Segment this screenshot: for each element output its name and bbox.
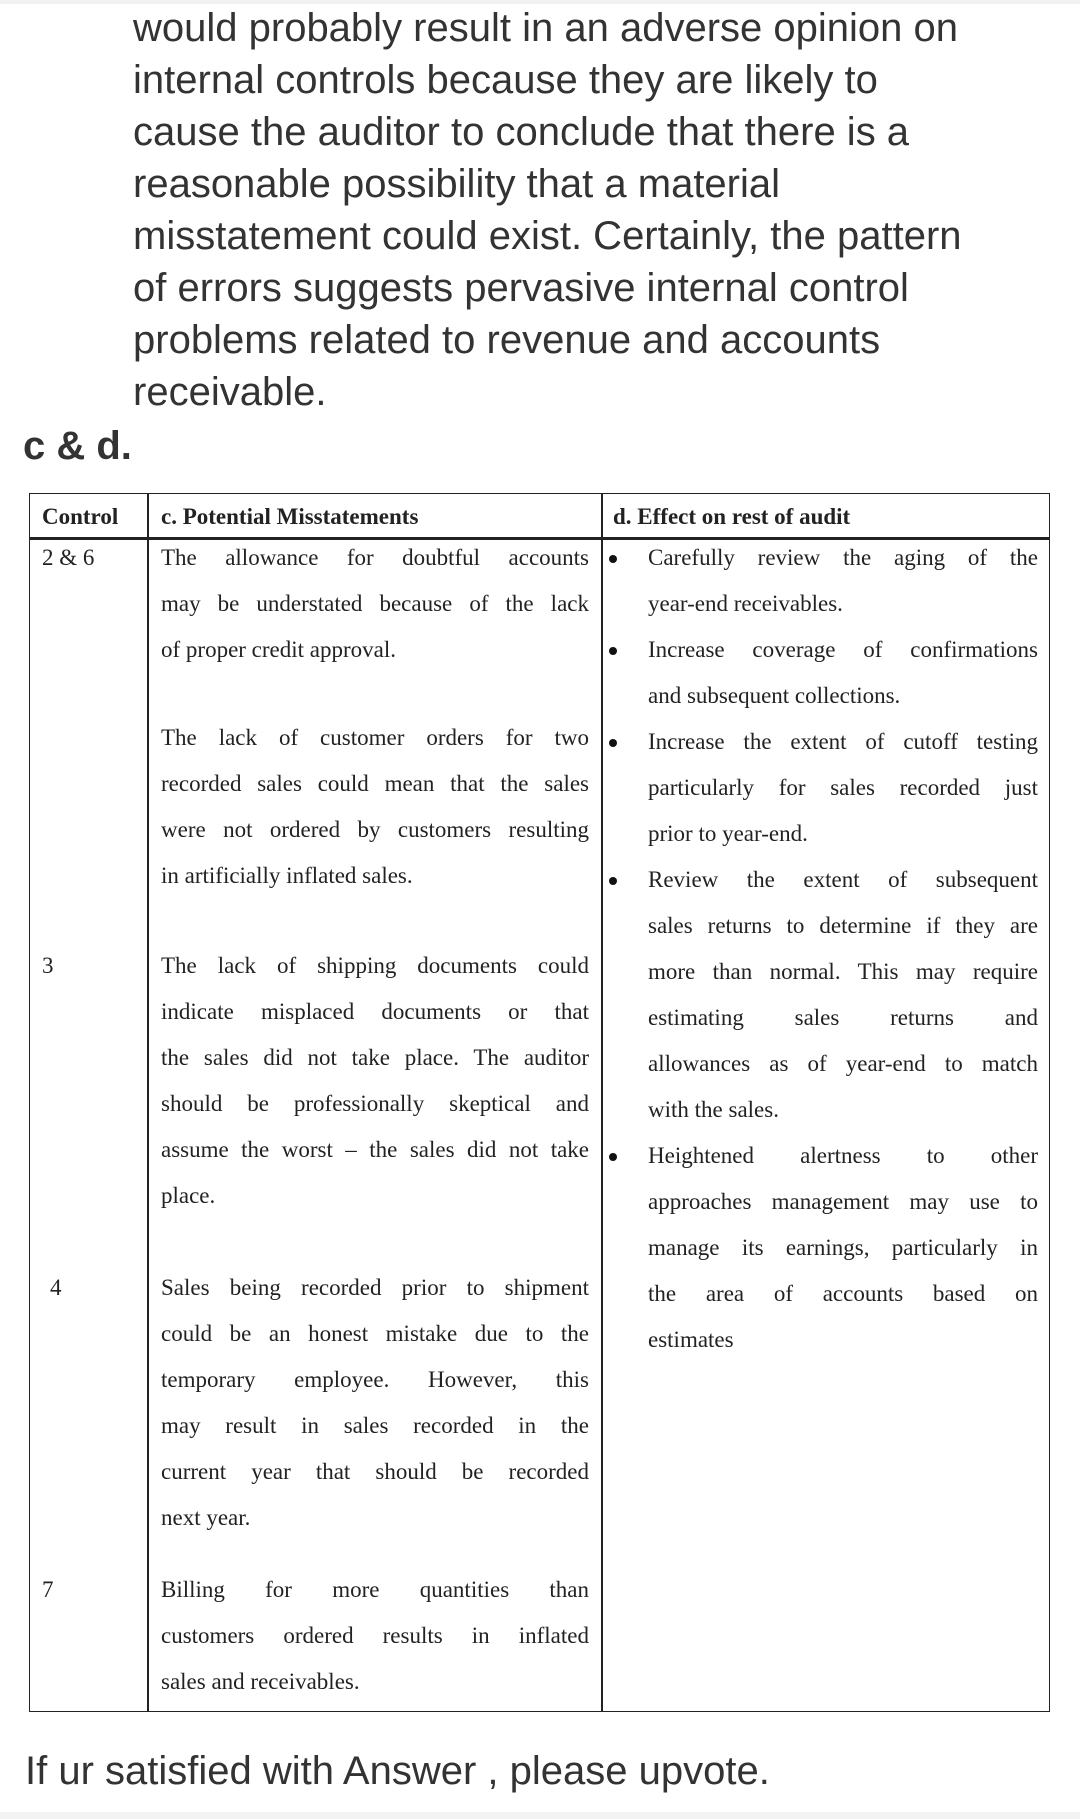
text-line: The lack of shipping documents could [161, 953, 589, 978]
text-line: Billing for more quantities than [161, 1577, 589, 1602]
text-line: Increase coverage of confirmations [648, 637, 1038, 662]
text-line: more than normal. This may require [648, 959, 1038, 984]
paragraph-line: receivable. [133, 370, 327, 414]
upvote-message: If ur satisfied with Answer , please upvote. [25, 1749, 770, 1793]
paragraph-line: problems related to revenue and accounts [133, 318, 881, 362]
control-id: 3 [42, 953, 54, 978]
text-line: the sales did not take place. The auditor [161, 1045, 589, 1070]
section-label: c & d. [23, 424, 132, 468]
paragraph-line: misstatement could exist. Certainly, the pattern [133, 214, 962, 258]
text-line: sales returns to determine if they are [648, 913, 1038, 938]
text-line: assume the worst – the sales did not take [161, 1137, 589, 1162]
text-line: next year. [161, 1505, 251, 1530]
misstatement-paragraph [161, 1265, 589, 1541]
header-misstatements: c. Potential Misstatements [161, 504, 419, 529]
misstatement-paragraph [161, 1567, 589, 1705]
text-line: in artificially inflated sales. [161, 863, 413, 888]
bullet-icon [609, 555, 617, 563]
text-line: indicate misplaced documents or that [161, 999, 589, 1024]
text-line: The allowance for doubtful accounts [161, 545, 589, 570]
paragraph-line: reasonable possibility that a material [133, 162, 781, 206]
text-line: Heightened alertness to other [648, 1143, 1038, 1168]
text-line: Increase the extent of cutoff testing [648, 729, 1038, 754]
bullet-icon [609, 877, 617, 885]
text-line: place. [161, 1183, 216, 1208]
text-line: should be professionally skeptical and [161, 1091, 589, 1116]
text-line: may be understated because of the lack [161, 591, 589, 616]
text-line: of proper credit approval. [161, 637, 397, 662]
paragraph-line: cause the auditor to conclude that there is a [133, 110, 910, 154]
column-divider-control [147, 493, 149, 1712]
text-line: Sales being recorded prior to shipment [161, 1275, 589, 1300]
control-id: 4 [50, 1275, 62, 1300]
text-line: particularly for sales recorded just [648, 775, 1038, 800]
text-line: current year that should be recorded [161, 1459, 589, 1484]
text-line: estimating sales returns and [648, 1005, 1038, 1030]
text-line: recorded sales could mean that the sales [161, 771, 589, 796]
text-line: sales and receivables. [161, 1669, 360, 1694]
paragraph-line: of errors suggests pervasive internal control [133, 266, 909, 310]
effect-item [648, 535, 1038, 627]
answer-paragraph [133, 2, 1063, 418]
text-line: could be an honest mistake due to the [161, 1321, 589, 1346]
paragraph-line: would probably result in an adverse opinion on [133, 6, 958, 50]
text-line: estimates [648, 1327, 734, 1352]
misstatement-paragraph [161, 943, 589, 1219]
bullet-icon [609, 739, 617, 747]
text-line: year-end receivables. [648, 591, 843, 616]
text-line: manage its earnings, particularly in [648, 1235, 1038, 1260]
bullet-icon [609, 647, 617, 655]
header-control: Control [42, 504, 119, 529]
effect-item [648, 1133, 1038, 1363]
text-line: allowances as of year-end to match [648, 1051, 1038, 1076]
bottom-edge-bar [0, 1812, 1080, 1819]
text-line: The lack of customer orders for two [161, 725, 589, 750]
text-line: were not ordered by customers resulting [161, 817, 589, 842]
text-line: and subsequent collections. [648, 683, 901, 708]
bullet-icon [609, 1153, 617, 1161]
paragraph-line: internal controls because they are likely to [133, 58, 878, 102]
text-line: Review the extent of subsequent [648, 867, 1038, 892]
misstatement-paragraph [161, 535, 589, 673]
column-divider-misstatements [601, 493, 603, 1712]
effect-item [648, 719, 1038, 857]
header-effect: d. Effect on rest of audit [613, 504, 851, 529]
text-line: Carefully review the aging of the [648, 545, 1038, 570]
text-line: customers ordered results in inflated [161, 1623, 589, 1648]
effect-item [648, 857, 1038, 1133]
control-id: 2 & 6 [42, 545, 95, 570]
text-line: with the sales. [648, 1097, 779, 1122]
effect-item [648, 627, 1038, 719]
control-id: 7 [42, 1577, 54, 1602]
text-line: the area of accounts based on [648, 1281, 1038, 1306]
text-line: may result in sales recorded in the [161, 1413, 589, 1438]
misstatement-paragraph [161, 715, 589, 899]
text-line: temporary employee. However, this [161, 1367, 589, 1392]
text-line: approaches management may use to [648, 1189, 1038, 1214]
text-line: prior to year-end. [648, 821, 808, 846]
